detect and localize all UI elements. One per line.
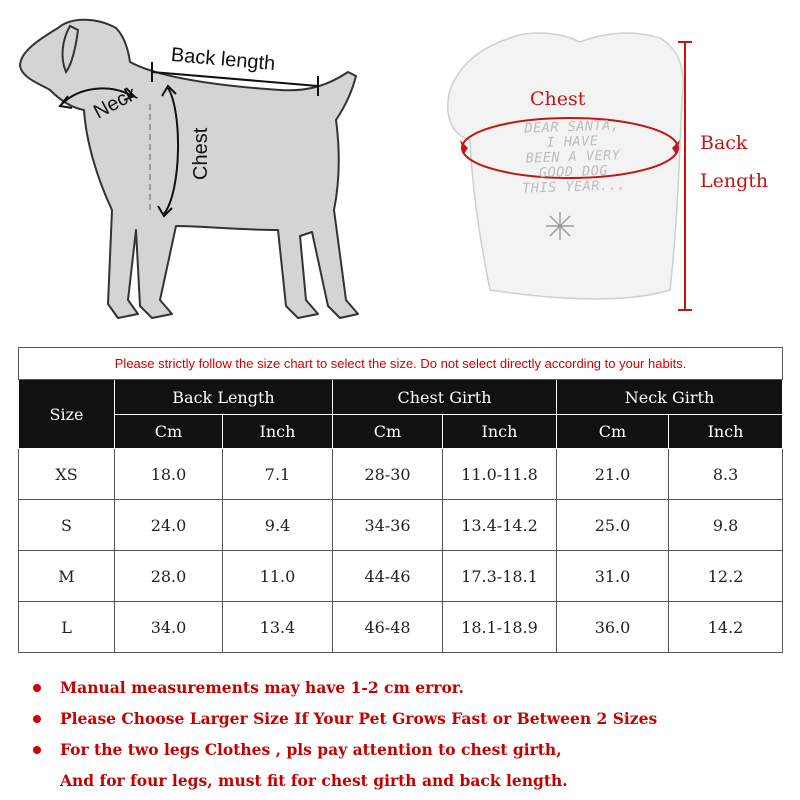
table-cell: 9.4 bbox=[223, 500, 333, 551]
table-cell: 36.0 bbox=[557, 602, 669, 653]
print-line: BEEN A VERY bbox=[525, 147, 621, 167]
unit-header-row bbox=[19, 415, 783, 449]
size-cell: L bbox=[19, 602, 115, 653]
size-column-header: Size bbox=[19, 380, 115, 449]
table-cell: 8.3 bbox=[669, 449, 783, 500]
chest-girth-header: Chest Girth bbox=[333, 380, 557, 415]
table-cell: 18.0 bbox=[115, 449, 223, 500]
table-row bbox=[19, 500, 783, 551]
size-chart-table bbox=[18, 347, 783, 653]
table-row bbox=[19, 551, 783, 602]
table-row bbox=[19, 449, 783, 500]
shirt-back-label: Back bbox=[700, 132, 748, 154]
shirt-print-text bbox=[477, 117, 670, 199]
table-cell: 25.0 bbox=[557, 500, 669, 551]
table-cell: 28.0 bbox=[115, 551, 223, 602]
bullet-icon bbox=[33, 684, 41, 692]
size-chart-notice: Please strictly follow the size chart to select the size. Do not select directly according to your habits. bbox=[19, 348, 783, 380]
table-cell: 18.1-18.9 bbox=[443, 602, 557, 653]
note-text: Please Choose Larger Size If Your Pet Grows Fast or Between 2 Sizes bbox=[60, 709, 658, 728]
table-cell: 46-48 bbox=[333, 602, 443, 653]
table-cell: 44-46 bbox=[333, 551, 443, 602]
list-item bbox=[30, 703, 780, 734]
table-cell: 13.4-14.2 bbox=[443, 500, 557, 551]
table-cell: 34.0 bbox=[115, 602, 223, 653]
notes-list bbox=[30, 672, 780, 796]
table-cell: 31.0 bbox=[557, 551, 669, 602]
print-line: I HAVE bbox=[546, 133, 599, 151]
dog-chest-label: Chest bbox=[190, 127, 212, 180]
bullet-icon bbox=[33, 746, 41, 754]
back-length-header: Back Length bbox=[115, 380, 333, 415]
dog-neck-label: Neck bbox=[90, 82, 141, 124]
print-line: GOOD DOG bbox=[538, 162, 609, 182]
unit-header: Inch bbox=[223, 415, 333, 449]
table-cell: 14.2 bbox=[669, 602, 783, 653]
note-continuation: And for four legs, must fit for chest girth and back length. bbox=[60, 771, 568, 790]
list-item bbox=[30, 734, 780, 765]
unit-header: Inch bbox=[669, 415, 783, 449]
print-line: DEAR SANTA, bbox=[524, 117, 620, 137]
unit-header: Cm bbox=[557, 415, 669, 449]
shirt-length-label: Length bbox=[700, 170, 769, 192]
table-cell: 24.0 bbox=[115, 500, 223, 551]
table-cell: 34-36 bbox=[333, 500, 443, 551]
unit-header: Inch bbox=[443, 415, 557, 449]
table-row bbox=[19, 602, 783, 653]
table-cell: 28-30 bbox=[333, 449, 443, 500]
note-text: For the two legs Clothes , pls pay attention to chest girth, bbox=[60, 740, 562, 759]
unit-header: Cm bbox=[115, 415, 223, 449]
table-cell: 11.0 bbox=[223, 551, 333, 602]
size-cell: XS bbox=[19, 449, 115, 500]
table-cell: 17.3-18.1 bbox=[443, 551, 557, 602]
table-cell: 13.4 bbox=[223, 602, 333, 653]
notice-row bbox=[19, 348, 783, 380]
note-text: Manual measurements may have 1-2 cm error. bbox=[60, 678, 464, 697]
snowflake-icon bbox=[546, 212, 574, 240]
size-cell: M bbox=[19, 551, 115, 602]
list-item bbox=[30, 672, 780, 703]
table-cell: 21.0 bbox=[557, 449, 669, 500]
unit-header: Cm bbox=[333, 415, 443, 449]
neck-girth-header: Neck Girth bbox=[557, 380, 783, 415]
table-cell: 11.0-11.8 bbox=[443, 449, 557, 500]
group-header-row bbox=[19, 380, 783, 415]
print-line: THIS YEAR... bbox=[522, 177, 627, 197]
bullet-icon bbox=[33, 715, 41, 723]
table-cell: 12.2 bbox=[669, 551, 783, 602]
size-cell: S bbox=[19, 500, 115, 551]
table-cell: 9.8 bbox=[669, 500, 783, 551]
dog-back-length-label: Back length bbox=[170, 44, 277, 76]
table-cell: 7.1 bbox=[223, 449, 333, 500]
shirt-chest-label: Chest bbox=[530, 88, 586, 110]
